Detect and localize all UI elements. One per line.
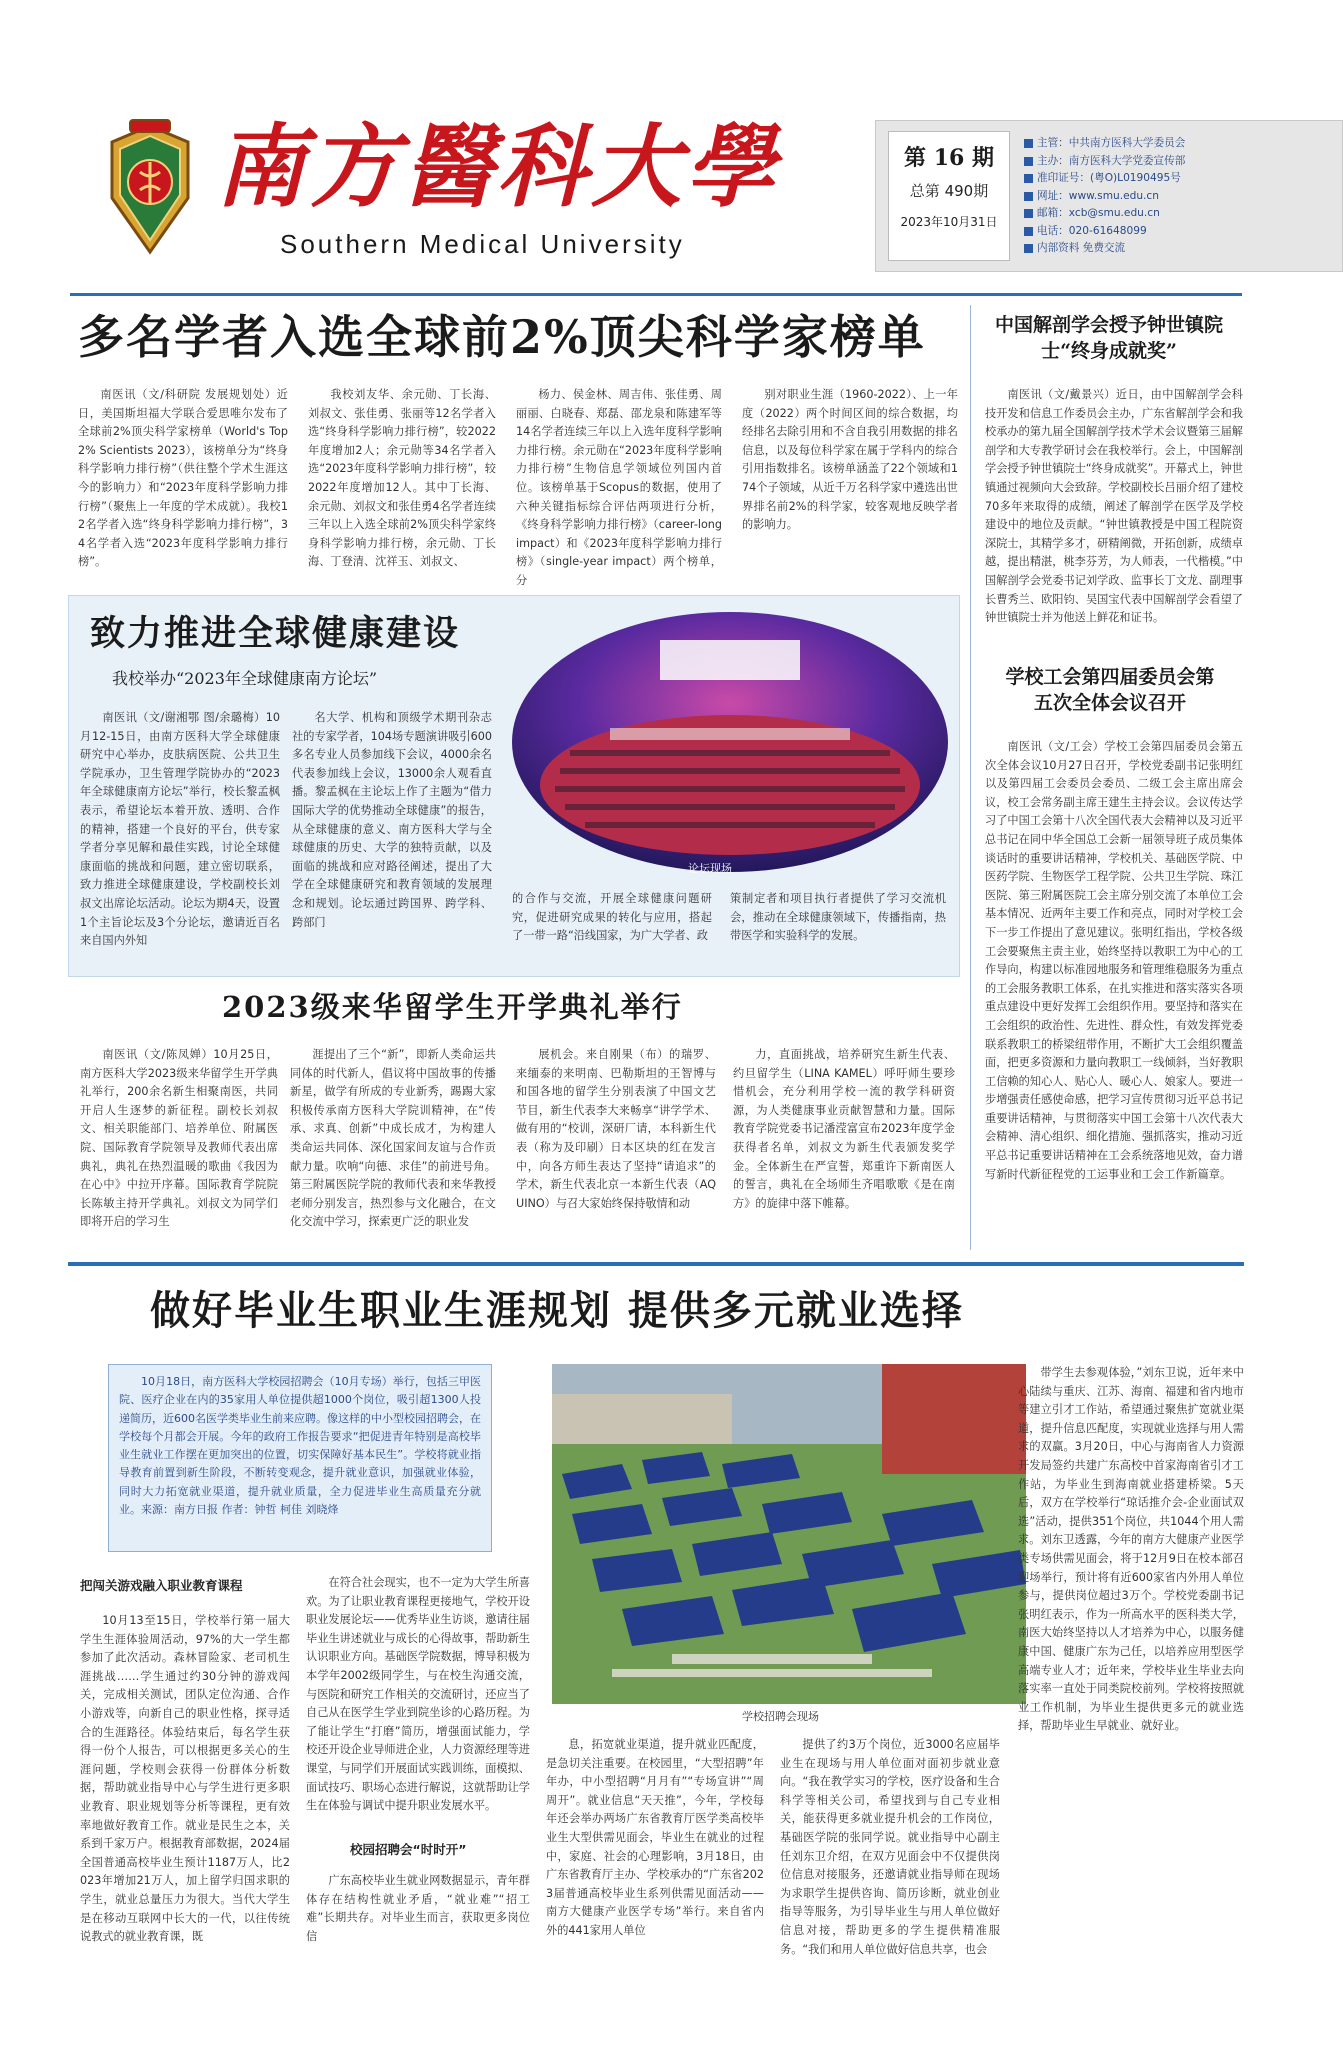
job-fair-photo	[552, 1364, 1026, 1704]
article4-section1-title: 把闯关游戏融入职业教育课程	[80, 1578, 243, 1593]
article1-col4: 别对职业生涯（1960-2022）、上一年度（2022）两个时间区间的综合数据，均经排名去除引用和不含自我引用数据的排名信息，以及每位科学家在属于学科内的综合引用指数排名。该榜单涵盖了22个领域和174个子领域，从近千万名科学家中遴选出世界排名前2%的科学家，较客观地反映学者的影响力。	[742, 388, 958, 532]
article2-col2: 名大学、机构和顶级学术期刊杂志社的专家学者，104场专题演讲吸引600多名专业人员参加线下会议，4000余名代表参加线上会议，13000余人观看直播。黎孟枫在主论坛上作了主题为“借力国际大学的优势推动全球健康”的报告，从全球健康的意义、南方医科大学与全球健康的历史、大学的独特贡献，以及面临的挑战和应对路径阐述，提出了大学在全球健康研究和教育领域的发展理念和规划。论坛通过跨国界、跨学科、跨部门	[292, 711, 492, 929]
article3-col2: 涯提出了三个“新”，即新人类命运共同体的时代新人，倡议将中国故事的传播新星，做学有所成的专业新秀，踢踢大家积极传承南方医科大学院训精神，在“传承、求真、创新”中成长成才，为构建人类命运共同体、深化国家间友谊与合作贡献力量。吹响“向德、求佳”的前进号角。第三附属医院学院的教师代表和来华教授老师分别发言，热烈参与文化融合，在文化交流中学习，探索更广泛的职业发	[290, 1048, 496, 1229]
masthead	[100, 80, 1250, 290]
side2-body: 南医讯（文/工会）学校工会第四届委员会第五次全体会议10月27日召开，学校党委副书记张明红以及第四届工会委员会委员、二级工会主席出席会议，校工会常务副主席王建生主持会议。会议传达学习了中国工会第十八次全国代表大会精神以及习近平总书记在同中华全国总工会新一届领导班子成员集体谈话时的重要讲话精神，学校机关、基础医学院、中医药学院、生物医学工程学院、公共卫生学院、珠江医院、第三附属医院工会主席分别交流了本单位工会基本情况、近两年主要工作和亮点，同时对学校工会下一步工作提出了意见建议。张明红指出，学校各级工会要聚焦主责主业，始终坚持以教职工为中心的工作导向，构建以标准园地服务和管理维稳服务为重点的工会服务教职工体系，在扎实推进和落实落实各项重点建设中更好发挥工会组织作用。要坚持和落实在工会组织的政治性、先进性、群众性，有效发挥党委联系教职工的桥梁纽带作用，不断扩大工会组织覆盖面，把更多资源和力量向教职工一线倾斜，当好教职工信赖的知心人、贴心人、暖心人、娘家人。要进一步增强责任感使命感，把学习宣传贯彻习近平总书记重要讲话精神，与贯彻落实中国工会第十八次代表大会精神、清心组织、细化措施、强抓落实，推动习近平总书记重要讲话精神在工会系统落地见效，奋力谱写新时代新征程党的工运事业和工会工作新篇章。	[985, 740, 1243, 1181]
side-column-divider	[970, 305, 971, 1250]
article2-headline: 致力推进全球健康建设	[90, 613, 461, 654]
issue-number: 第 16 期	[904, 145, 994, 171]
bullet-square-icon	[1024, 174, 1033, 183]
article1-col2: 我校刘友华、余元勋、丁长海、刘叔文、张佳勇、张丽等12名学者入选“终身科学影响力排行榜”，较2022年度增加2人；余元勋等34名学者入选“2023年度科学影响力排行榜”，较2022年度增加12人。其中丁长海、余元勋、刘叔文和张佳勇4名学者连续三年以上入选全球前2%顶尖科学家终身科学影响力排行榜，余元勋、丁长海、丁登清、沈祥玉、刘叔文、	[308, 388, 496, 569]
bullet-square-icon	[1024, 244, 1033, 253]
bullet-square-icon	[1024, 157, 1033, 166]
article2-col3b: 策制定者和项目执行者提供了学习交流机会，推动在全球健康领域下，传播指南，热带医学和实验科学的发展。	[730, 892, 946, 943]
issue-panel	[875, 120, 1343, 272]
issue-box	[888, 131, 1010, 261]
article4-col2b: 广东高校毕业生就业网数据显示，青年群体存在结构性就业矛盾，“就业难”“招工难”长期共存。对毕业生而言，获取更多岗位信	[306, 1874, 530, 1943]
masthead-divider	[70, 293, 1242, 296]
side2-headline: 学校工会第四届委员会第五次全体会议召开	[1005, 666, 1215, 714]
article4-lead-box	[108, 1364, 492, 1552]
article2-col3a: 的合作与交流，开展全球健康问题研究，促进研究成果的转化与应用，搭起了一带一路“沿线国家，为广大学者、政	[512, 892, 712, 943]
total-issue: 总第 490期	[909, 182, 989, 200]
job-fair-photo-caption: 学校招聘会现场	[742, 1710, 819, 1723]
article2-col1: 南医讯（文/谢湘鄂 图/余璐梅）10月12-15日，由南方医科大学全球健康研究中心举办，皮肤病医院、公共卫生学院承办，卫生管理学院协办的“2023年全球健康南方论坛”举行，校长黎孟枫表示，希望论坛本着开放、透明、合作的精神，搭建一个良好的平台，供专家学者分享见解和最佳实践，讨论全球健康面临的挑战和问题，建立密切联系，致力推进全球健康建设，学校副校长刘叔文出席论坛活动。论坛为期4天，设置1个主旨论坛及3个分论坛，邀请近百名来自国内外知	[80, 711, 280, 948]
article4-col4: 提供了约3万个岗位，近3000名应届毕业生在现场与用人单位面对面初步就业意向。“我在教学实习的学校，医疗设备和生合科学等相关公司，希望找到与自己专业相关，能获得更多就业提升机会的工作岗位，基础医学院的张同学说。就业指导中心副主任刘东卫介绍，在双方见面会中不仅提供岗位信息对接服务，还邀请就业指导师在现场为求职学生提供咨询、简历诊断，就业创业指导等服务，为引导毕业生与用人单位做好信息对接，帮助更多的学生提供精准服务。“我们和用人单位做好信息共享，也会	[780, 1738, 1000, 1956]
article4-col2: 在符合社会现实，也不一定为大学生所喜欢。为了让职业教育课程更接地气，学校开设职业发展论坛——优秀毕业生访谈，邀请往届毕业生讲述就业与成长的心得故事，帮助新生认识职业方向。基础医学院数据，博导积极为本学年2002级同学生，与在校生沟通交流，与医院和研究工作相关的交流研讨，还应当了自己从在医学生学业到院坐诊的心路历程。为了能让学生“打磨”简历，增强面试能力，学校还开设企业导师进企业，人力资源经理等进课堂，与同学们开展面试实践训练，面模拟、面试技巧、职场心态进行解说，这就帮助让学生在体验与调试中提升职业发展水平。	[306, 1576, 530, 1813]
article1-col3: 杨力、侯金林、周吉伟、张佳勇、周丽丽、白晓春、郑磊、邵龙泉和陈建军等14名学者连续三年以上入选年度科学影响力排行榜。余元勋在“2023年度科学影响力排行榜”生物信息学领域位列国内首位。该榜单基于Scopus的数据，使用了六种关键指标综合评估两项进行分析，《终身科学影响力排行榜》（career-long impact）和《2023年度科学影响力排行榜》（single-year impact）两个榜单，分	[516, 388, 722, 587]
side1-headline: 中国解剖学会授予钟世镇院士“终身成就奖”	[994, 314, 1223, 362]
article4-col5: 带学生去参观体验，”刘东卫说，近年来中心陆续与重庆、江苏、海南、福建和省内地市等建立引才工作站，希望通过聚焦扩宽就业渠道，提升信息匹配度，实现就业选择与用人需求的双赢。3月20日，中心与海南省人力资源开发局签约共建广东高校中首家海南省引才工作站，为毕业生到海南就业搭建桥梁。5天后，双方在学校举行“琼话推介会-企业面试双选”活动，提供351个岗位，共1044个用人需求。刘东卫透露，今年的南方大健康产业医学类专场供需见面会，将于12月9日在校本部召迎场举行，预计将有近600家省内外用人单位参与，提供岗位超过3万个。学校党委副书记张明红表示，作为一所高水平的医科类大学，南医大始终坚持以人才培养为中心，以服务健康中国、健康广东为己任，以培养应用型医学高端专业人才；近年来，学校毕业生毕业去向落实率一直处于同类院校前列。学校将按照就业工作机制，为毕业生提供更多元的就业选择，帮助毕业生早就业、就好业。	[1018, 1366, 1244, 1733]
info-line: 邮箱：xcb@smu.edu.cn	[1024, 205, 1334, 223]
publication-info	[1024, 135, 1334, 258]
article1-headline: 多名学者入选全球前2%顶尖科学家榜单	[78, 310, 926, 364]
info-line: 主管：中共南方医科大学委员会	[1024, 135, 1334, 153]
bullet-square-icon	[1024, 227, 1033, 236]
section-divider	[68, 1262, 1244, 1266]
article2-subhead: 我校举办“2023年全球健康南方论坛”	[112, 669, 378, 688]
article3-col1: 南医讯（文/陈凤婵）10月25日，南方医科大学2023级来华留学生开学典礼举行，200余名新生相聚南医，共同开启人生逐梦的新征程。副校长刘叔文、相关职能部门、培养单位、附属医院、国际教育学院领导及教师代表出席典礼，典礼在热烈温暖的歌曲《我因为在心中》中拉开序幕。国际教育学院院长陈敏主持开学典礼。刘叔文为同学们即将开启的学习生	[80, 1048, 278, 1229]
side1-body: 南医讯（文/戴景兴）近日，由中国解剖学会科技开发和信息工作委员会主办，广东省解剖学会和我校承办的第九届全国解剖学技术学术会议暨第三届解剖学和大专教学研讨会在我校举行。会上，中国解剖学会授予钟世镇院士“终身成就奖”。开幕式上，钟世镇通过视频向大会致辞。学校副校长吕丽介绍了建校70多年来取得的成绩，阐述了解剖学在医学及学校建设中的地位及贡献。“钟世镇教授是中国工程院资深院士，其精学多才，研精阐微，开拓创新，成绩卓越，提出精湛，桃李芬芳，为人师表，一代楷模。”中国解剖学会党委书记刘学政、监事长丁文龙、副理事长曹秀兰、欧阳钧、吴国宝代表中国解剖学会看望了钟世镇院士并为他送上鲜花和证书。	[985, 388, 1243, 625]
masthead-title-en: Southern Medical University	[280, 229, 685, 259]
article3-col3: 展机会。来自刚果（布）的瑞罗、来缅泰的来明南、巴勒斯坦的王智博与和国各地的留学生分别表演了中国文艺节目，新生代表李大来畅享“讲学学术、做有用的“校训，深研厂请，本科新生代表（称为及印刷）日本区块的红在发言中，向各方师生表达了坚持“请追求”的学术，新生代表北京一本新生代表（AQUINO）与召大家始终保持敬情和动	[516, 1048, 716, 1210]
info-line: 电话：020-61648099	[1024, 223, 1334, 241]
university-emblem-icon	[100, 120, 200, 260]
issue-date: 2023年10月31日	[900, 215, 998, 229]
article3-headline: 2023级来华留学生开学典礼举行	[222, 990, 683, 1024]
bullet-square-icon	[1024, 139, 1033, 148]
forum-photo	[510, 610, 950, 874]
article4-section2-title: 校园招聘会“时时开”	[350, 1842, 467, 1857]
bullet-square-icon	[1024, 209, 1033, 218]
article3-col4: 力，直面挑战，培养研究生新生代表、约旦留学生（LINA KAMEL）呼吁师生要珍惜机会，充分利用学校一流的教学科研资源，为人类健康事业贡献智慧和力量。国际教育学院党委书记潘滢富宣布2023年度学金获得者名单，刘叔文为新生代表颁发奖学金。全体新生在严宣誓，郑重许下新南医人的誓言，典礼在全场师生齐唱歌歌《是在南方》的旋律中落下帷幕。	[733, 1048, 955, 1210]
info-line: 内部资料 免费交流	[1024, 240, 1334, 258]
bullet-square-icon	[1024, 192, 1033, 201]
info-line: 网址：www.smu.edu.cn	[1024, 188, 1334, 206]
masthead-title: 南方醫科大學	[215, 114, 779, 220]
info-line: 主办：南方医科大学党委宣传部	[1024, 153, 1334, 171]
article4-col1: 10月13至15日，学校举行第一届大学生生涯体验周活动，97%的大一学生都参加了此次活动。森林冒险家、老司机生涯挑战……学生通过约30分钟的游戏闯关，完成相关测试，团队定位沟通、合作小游戏等，向新自己的职业性格，探寻适合的生涯路径。体验结束后，每名学生获得一份个人报告，可以根据更多关心的生涯问题，学校则会获得一份群体分析数据，帮助就业指导中心与学生进行更多职业教育、职业规划等分析等课程，更有效率地做好教育工作。就业是民生之本，关系到千家万户。根据教育部数据，2024届全国普通高校毕业生预计1187万人，比2023年增加21万人，加上留学归国求职的学生，就业总量压力为很大。当代大学生是在移动互联网中长大的一代，以往传统说教式的就业教育课，既	[80, 1614, 290, 1944]
article4-col3: 息，拓宽就业渠道，提升就业匹配度，是急切关注重要。在校园里，“大型招聘”年年办，中小型招聘“月月有”“专场宣讲”“周周开”。就业信息“天天推”，今年，学校每年还会举办两场广东省教育厅医学类高校毕业生大型供需见面会，毕业生在就业的过程中，家庭、社会的心理影响，3月18日，由广东省教育厅主办、学校承办的“广东省2023届普通高校毕业生系列供需见面活动——南方大健康产业医学专场”举行。来自省内外的441家用人单位	[546, 1738, 764, 1937]
article1-col1: 南医讯（文/科研院 发展规划处）近日，美国斯坦福大学联合爱思唯尔发布了全球前2%顶尖科学家榜单（World's Top 2% Scientists 2023），该榜单分为“终身科学影响力排行榜”（供往整个学术生涯这今的影响力）和“2023年度科学影响力排行榜”（聚焦上一年度的学术成就）。我校12名学者入选“终身科学影响力排行榜”，34名学者入选“2023年度科学影响力排行榜”。	[78, 388, 288, 569]
article4-lead-text: 10月18日，南方医科大学校园招聘会（10月专场）举行，包括三甲医院、医疗企业在内的35家用人单位提供超1000个岗位，吸引超1300人投递简历，近600名医学类毕业生前来应聘。像这样的中小型校园招聘会，在学校每个月都会开展。今年的政府工作报告要求“把促进青年特别是高校毕业生就业工作摆在更加突出的位置，切实保障好基本民生”。学校将就业指导教育前置到新生阶段，不断转变观念，提升就业意识，加强就业体验，同时大力拓宽就业渠道，提升就业质量，全力促进毕业生高质量充分就业。来源：南方日报 作者：钟哲 柯佳 刘晓烽	[119, 1375, 481, 1517]
info-line: 准印证号：(粤O)L0190495号	[1024, 170, 1334, 188]
forum-photo-caption: 论坛现场	[688, 862, 732, 875]
article4-headline: 做好毕业生职业生涯规划 提供多元就业选择	[150, 1287, 964, 1334]
